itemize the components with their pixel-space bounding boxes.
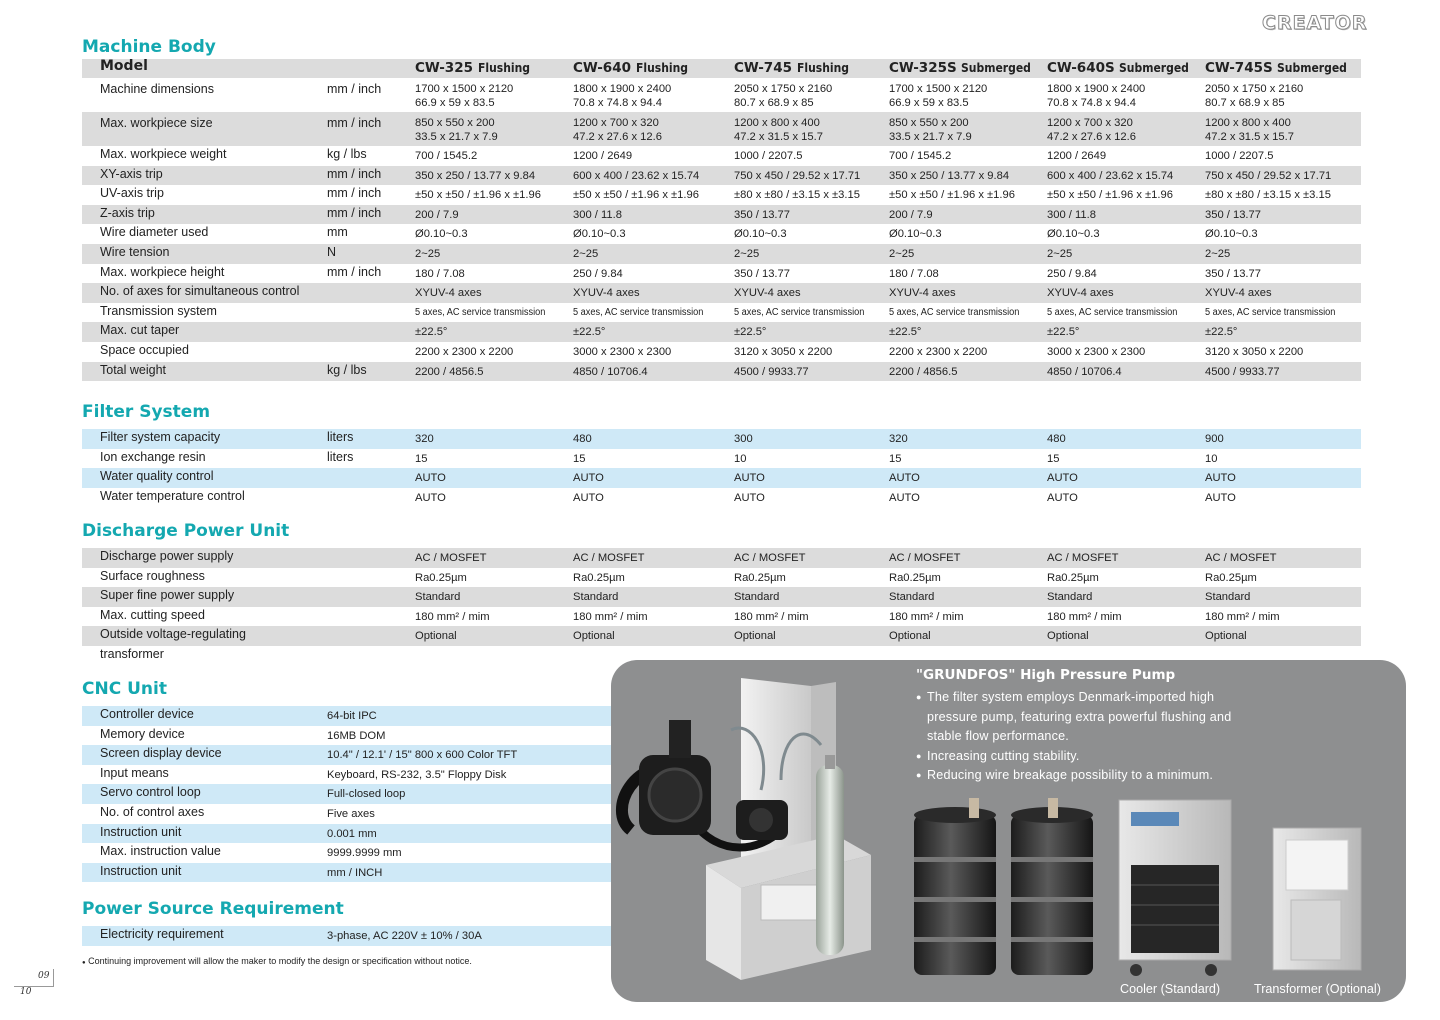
spec-value: 180 mm² / mim (1047, 610, 1122, 623)
spec-value: Standard (889, 591, 935, 604)
spec-value: Ra0.25µm (573, 571, 625, 584)
spec-unit: kg / lbs (327, 362, 367, 377)
spec-value: 5 axes, AC service transmission (734, 306, 865, 318)
filter-system-row (82, 488, 1361, 508)
spec-value: Optional (1047, 630, 1089, 643)
spec-value-line: 1700 x 1500 x 2120 (889, 83, 988, 95)
spec-label: Water temperature control (100, 488, 245, 503)
spec-value: Standard (734, 591, 780, 604)
spec-value: AUTO (1047, 472, 1078, 485)
spec-value: 320 (415, 433, 434, 445)
spec-label: Electricity requirement (100, 927, 224, 941)
filter-system-table (82, 429, 1361, 507)
spec-value: 250 / 9.84 (1047, 267, 1097, 280)
cnc-unit-row (82, 726, 612, 746)
spec-value-line: 1200 x 700 x 320 (573, 117, 659, 129)
spec-label: No. of control axes (100, 804, 205, 819)
spec-label: Machine dimensions (100, 82, 214, 96)
spec-value: AC / MOSFET (573, 552, 645, 564)
spec-value: 10 (734, 452, 747, 465)
spec-value: ±80 x ±80 / ±3.15 x ±3.15 (1205, 189, 1331, 202)
spec-value: AC / MOSFET (734, 552, 806, 564)
spec-unit: mm / inch (327, 264, 382, 279)
pump-panel-title: "GRUNDFOS" High Pressure Pump (916, 667, 1176, 683)
spec-value: 5 axes, AC service transmission (889, 306, 1020, 318)
spec-value (573, 82, 671, 110)
spec-value: Keyboard, RS-232, 3.5" Floppy Disk (327, 768, 507, 781)
spec-value: 600 x 400 / 23.62 x 15.74 (573, 169, 700, 182)
spec-value: Ø0.10~0.3 (734, 228, 787, 241)
spec-value: 15 (1047, 452, 1060, 465)
spec-value (1047, 116, 1136, 144)
spec-value: 2200 x 2300 x 2200 (889, 345, 988, 358)
page-number-10: 10 (20, 987, 32, 997)
spec-value: XYUV-4 axes (889, 287, 956, 300)
spec-value: 1200 / 2649 (1047, 150, 1107, 162)
spec-value-line: 1800 x 1900 x 2400 (573, 83, 672, 95)
power-source-row (82, 926, 612, 946)
spec-value: 350 / 13.77 (1205, 267, 1261, 280)
spec-label: XY-axis trip (100, 166, 163, 181)
spec-value: Standard (1205, 591, 1251, 604)
spec-value: 750 x 450 / 29.52 x 17.71 (734, 169, 861, 182)
spec-value: XYUV-4 axes (734, 287, 801, 300)
spec-value: 2~25 (573, 247, 599, 260)
spec-value-line: 70.8 x 74.8 x 94.4 (1047, 97, 1136, 109)
spec-value: 4850 / 10706.4 (1047, 365, 1122, 378)
spec-value: Optional (889, 630, 931, 643)
cnc-unit-row (82, 745, 612, 765)
spec-value: ±50 x ±50 / ±1.96 x ±1.96 (889, 189, 1015, 202)
spec-value: ±22.5° (573, 326, 606, 339)
spec-value-line: 47.2 x 31.5 x 15.7 (1205, 131, 1294, 143)
spec-value: 700 / 1545.2 (889, 150, 952, 162)
pump-bullet-list (916, 688, 1236, 786)
spec-value: 2~25 (1047, 247, 1073, 260)
filter-cartridge-image (1011, 798, 1093, 975)
spec-label: No. of axes for simultaneous control (100, 284, 300, 299)
spec-value: Optional (1205, 630, 1247, 643)
spec-unit: mm / inch (327, 166, 382, 181)
pump-bullet: ● The filter system employs Denmark-imported high pressure pump, featuring extra powerful flushing and stable flow performance. (916, 688, 1236, 747)
spec-value: 180 mm² / mim (1205, 610, 1280, 623)
power-source-table (82, 926, 612, 946)
spec-value-line: 47.2 x 27.6 x 12.6 (573, 131, 662, 143)
machine-body-row (82, 205, 1361, 225)
machine-body-table (82, 59, 1361, 381)
filter-system-row (82, 468, 1361, 488)
spec-value: 5 axes, AC service transmission (1205, 306, 1336, 318)
spec-value: ±50 x ±50 / ±1.96 x ±1.96 (1047, 189, 1173, 202)
spec-value: 5 axes, AC service transmission (415, 306, 546, 318)
spec-value: Ø0.10~0.3 (889, 228, 942, 241)
spec-value-line: 2050 x 1750 x 2160 (1205, 83, 1304, 95)
spec-value (1047, 82, 1145, 110)
spec-value: 250 / 9.84 (573, 267, 623, 280)
spec-value-line: 33.5 x 21.7 x 7.9 (415, 131, 498, 143)
spec-value: ±22.5° (415, 326, 448, 339)
spec-value: Optional (415, 630, 457, 643)
spec-value: 2200 x 2300 x 2200 (415, 345, 514, 358)
spec-value-line: 850 x 550 x 200 (889, 117, 969, 129)
spec-label: Screen display device (100, 746, 222, 761)
spec-value: 64-bit IPC (327, 710, 377, 722)
spec-value: 2~25 (889, 247, 915, 260)
cooler-caption: Cooler (Standard) (1120, 982, 1221, 996)
spec-value (415, 116, 498, 144)
spec-value: AUTO (889, 491, 920, 504)
spec-value: AUTO (573, 472, 604, 485)
machine-body-row (82, 185, 1361, 205)
spec-value: 180 mm² / mim (734, 610, 809, 623)
spec-value: ±80 x ±80 / ±3.15 x ±3.15 (734, 189, 860, 202)
cnc-unit-row (82, 804, 612, 824)
spec-value: 350 / 13.77 (734, 208, 790, 221)
pump-unit-image (622, 678, 871, 980)
spec-value: ±22.5° (1047, 326, 1080, 339)
spec-label: UV-axis trip (100, 186, 164, 201)
spec-label: Input means (100, 765, 169, 780)
machine-body-row (82, 303, 1361, 323)
spec-label: Max. workpiece height (100, 264, 225, 279)
model-header: CW-640 Flushing (573, 60, 688, 76)
spec-label: Max. cut taper (100, 323, 180, 338)
machine-body-row (82, 342, 1361, 362)
spec-value: Ra0.25µm (889, 571, 941, 584)
spec-value (734, 82, 832, 110)
spec-label: Z-axis trip (100, 205, 155, 220)
spec-label: Max. instruction value (100, 844, 221, 859)
spec-value: ±50 x ±50 / ±1.96 x ±1.96 (573, 189, 699, 202)
spec-label: Super fine power supply (100, 588, 235, 603)
machine-body-row (82, 166, 1361, 186)
spec-value-line: 80.7 x 68.9 x 85 (1205, 97, 1285, 109)
spec-value: Ra0.25µm (1205, 571, 1257, 584)
spec-value: 2~25 (734, 247, 760, 260)
spec-unit: mm (327, 225, 348, 240)
spec-value-line: 1200 x 700 x 320 (1047, 117, 1133, 129)
discharge-power-row (82, 626, 1361, 646)
spec-value: 180 mm² / mim (415, 610, 490, 623)
spec-label: Memory device (100, 726, 185, 741)
cnc-unit-row (82, 863, 612, 883)
cnc-unit-row (82, 706, 612, 726)
spec-unit: mm / inch (327, 116, 382, 130)
machine-body-row (82, 244, 1361, 264)
spec-value: 4500 / 9933.77 (734, 365, 809, 378)
spec-value: AC / MOSFET (1205, 552, 1277, 564)
machine-body-row (82, 224, 1361, 244)
spec-value: Ra0.25µm (734, 571, 786, 584)
spec-value: AUTO (1205, 472, 1236, 485)
spec-value: 1200 / 2649 (573, 150, 633, 162)
spec-label: Instruction unit (100, 863, 182, 878)
section-title-filter-system: Filter System (82, 402, 211, 422)
spec-value: Ra0.25µm (1047, 571, 1099, 584)
spec-label: Space occupied (100, 342, 189, 357)
discharge-power-table (82, 548, 1361, 666)
spec-value: AUTO (734, 491, 765, 504)
spec-unit: mm / inch (327, 205, 382, 220)
spec-value (415, 82, 513, 110)
spec-value: Standard (1047, 591, 1093, 604)
spec-value: Standard (415, 591, 461, 604)
spec-value: 2200 / 4856.5 (415, 365, 484, 378)
spec-value-line: 66.9 x 59 x 83.5 (889, 97, 969, 109)
spec-value: 750 x 450 / 29.52 x 17.71 (1205, 169, 1332, 182)
spec-value: Ø0.10~0.3 (415, 228, 468, 241)
section-title-discharge-power-unit: Discharge Power Unit (82, 521, 290, 541)
spec-value: ±22.5° (1205, 326, 1238, 339)
spec-value: 600 x 400 / 23.62 x 15.74 (1047, 169, 1174, 182)
machine-body-row (82, 78, 1361, 112)
discharge-power-row (82, 607, 1361, 627)
spec-value (889, 82, 987, 110)
filter-system-row (82, 429, 1361, 449)
spec-value (573, 116, 662, 144)
page-number-09: 09 (38, 971, 50, 981)
spec-label: Surface roughness (100, 568, 205, 583)
spec-value: AUTO (415, 472, 446, 485)
cooler-image (1119, 800, 1231, 976)
machine-body-row (82, 112, 1361, 146)
model-header: CW-640S Submerged (1047, 60, 1190, 76)
spec-label: Discharge power supply (100, 549, 234, 563)
spec-value: XYUV-4 axes (1047, 287, 1114, 300)
spec-value: AUTO (1047, 491, 1078, 504)
spec-unit: kg / lbs (327, 147, 367, 161)
spec-value-line: 1200 x 800 x 400 (734, 117, 820, 129)
model-header: CW-325S Submerged (889, 60, 1032, 76)
spec-label: Wire tension (100, 244, 170, 259)
section-title-machine-body: Machine Body (82, 37, 216, 57)
spec-value-line: 47.2 x 31.5 x 15.7 (734, 131, 823, 143)
spec-label: Outside voltage-regulating (100, 627, 246, 642)
spec-value: AUTO (734, 472, 765, 485)
spec-value: Ra0.25µm (415, 571, 467, 584)
spec-label: transformer (100, 646, 164, 661)
machine-body-row (82, 146, 1361, 166)
spec-value: AUTO (1205, 491, 1236, 504)
transformer-image (1273, 828, 1361, 970)
spec-value-line: 1200 x 800 x 400 (1205, 117, 1291, 129)
spec-value: 2200 / 4856.5 (889, 365, 958, 378)
spec-value-line: 2050 x 1750 x 2160 (734, 83, 833, 95)
spec-value: 15 (415, 452, 428, 465)
section-title-power-source: Power Source Requirement (82, 899, 344, 919)
spec-value: 3120 x 3050 x 2200 (1205, 345, 1304, 358)
spec-value: Ø0.10~0.3 (1047, 228, 1100, 241)
spec-unit: liters (327, 449, 354, 464)
spec-value: 16MB DOM (327, 729, 386, 742)
spec-value: 300 / 11.8 (573, 208, 622, 221)
model-header-label: Model (100, 58, 148, 74)
spec-value (1205, 116, 1294, 144)
spec-label: Servo control loop (100, 785, 201, 800)
spec-unit: N (327, 244, 337, 259)
cnc-unit-row (82, 824, 612, 844)
spec-label: Water quality control (100, 469, 214, 484)
spec-value: 300 / 11.8 (1047, 208, 1096, 221)
section-title-cnc-unit: CNC Unit (82, 679, 167, 699)
spec-value: 10 (1205, 452, 1218, 465)
spec-label: Max. workpiece size (100, 116, 213, 130)
spec-label: Max. cutting speed (100, 607, 205, 622)
spec-unit: mm / inch (327, 82, 382, 96)
spec-value: 480 (1047, 433, 1066, 445)
spec-value: 300 (734, 433, 753, 445)
machine-body-row (82, 322, 1361, 342)
spec-value: 5 axes, AC service transmission (1047, 306, 1178, 318)
model-header-row (82, 59, 1361, 78)
filter-cartridge-image (914, 798, 996, 975)
machine-body-row (82, 264, 1361, 284)
spec-value: 180 mm² / mim (889, 610, 964, 623)
spec-value-line: 80.7 x 68.9 x 85 (734, 97, 814, 109)
spec-value: 2~25 (1205, 247, 1231, 260)
spec-value: 15 (889, 452, 902, 465)
transformer-caption: Transformer (Optional) (1254, 982, 1381, 996)
pump-panel (611, 660, 1406, 1002)
discharge-power-row (82, 568, 1361, 588)
spec-value-line: 1700 x 1500 x 2120 (415, 83, 514, 95)
spec-value: 200 / 7.9 (415, 208, 459, 221)
machine-body-row (82, 362, 1361, 382)
footnote: ● Continuing improvement will allow the maker to modify the design or specification without notice. (82, 956, 472, 966)
spec-value: 180 / 7.08 (415, 267, 465, 280)
spec-label: Transmission system (100, 303, 217, 318)
spec-value: Optional (734, 630, 776, 643)
spec-label: Filter system capacity (100, 430, 221, 444)
spec-value: ±22.5° (889, 326, 922, 339)
spec-value: 3120 x 3050 x 2200 (734, 345, 833, 358)
model-header: CW-745S Submerged (1205, 60, 1348, 76)
spec-value: 180 / 7.08 (889, 267, 939, 280)
spec-value-line: 70.8 x 74.8 x 94.4 (573, 97, 662, 109)
spec-value (1205, 82, 1303, 110)
pump-bullet: ● Reducing wire breakage possibility to a minimum. (916, 766, 1236, 786)
spec-value: Optional (573, 630, 615, 643)
spec-label: Wire diameter used (100, 225, 209, 240)
spec-value: 320 (889, 433, 908, 445)
spec-value: Ø0.10~0.3 (1205, 228, 1258, 241)
spec-value: 480 (573, 433, 592, 445)
spec-value-line: 66.9 x 59 x 83.5 (415, 97, 495, 109)
spec-value: 350 / 13.77 (1205, 208, 1261, 221)
spec-value: 0.001 mm (327, 827, 377, 840)
spec-value: 1000 / 2207.5 (734, 150, 803, 162)
brand-logo: CREATOR (1262, 12, 1368, 34)
spec-value: XYUV-4 axes (415, 287, 482, 300)
spec-value: ±22.5° (734, 326, 767, 339)
spec-value: Ø0.10~0.3 (573, 228, 626, 241)
spec-value (889, 116, 972, 144)
spec-value: AUTO (573, 491, 604, 504)
spec-value: XYUV-4 axes (573, 287, 640, 300)
spec-value-line: 47.2 x 27.6 x 12.6 (1047, 131, 1136, 143)
spec-value: 4850 / 10706.4 (573, 365, 648, 378)
spec-value: 1000 / 2207.5 (1205, 150, 1274, 162)
spec-value: 3000 x 2300 x 2300 (1047, 345, 1146, 358)
spec-value: Five axes (327, 807, 375, 820)
spec-value: 700 / 1545.2 (415, 150, 478, 162)
spec-value: AUTO (889, 472, 920, 485)
spec-value: 350 / 13.77 (734, 267, 790, 280)
cnc-unit-row (82, 843, 612, 863)
spec-value: 15 (573, 452, 586, 465)
spec-value: 900 (1205, 433, 1224, 445)
spec-value: AUTO (415, 491, 446, 504)
discharge-power-row (82, 587, 1361, 607)
spec-value: mm / INCH (327, 866, 383, 879)
spec-value: 9999.9999 mm (327, 847, 402, 860)
spec-value: 180 mm² / mim (573, 610, 648, 623)
discharge-power-row (82, 548, 1361, 568)
model-header: CW-745 Flushing (734, 60, 849, 76)
spec-unit: liters (327, 430, 354, 444)
spec-value: 350 x 250 / 13.77 x 9.84 (889, 169, 1010, 182)
cnc-unit-row (82, 765, 612, 785)
spec-value: ±50 x ±50 / ±1.96 x ±1.96 (415, 189, 541, 202)
spec-value: 3-phase, AC 220V ± 10% / 30A (327, 930, 482, 942)
spec-unit: mm / inch (327, 186, 382, 201)
spec-value: 200 / 7.9 (889, 208, 933, 221)
spec-label: Controller device (100, 707, 194, 721)
pump-bullet: ● Increasing cutting stability. (916, 747, 1236, 767)
machine-body-row (82, 283, 1361, 303)
model-header: CW-325 Flushing (415, 60, 530, 76)
spec-label: Max. workpiece weight (100, 147, 227, 161)
spec-value: 10.4" / 12.1' / 15" 800 x 600 Color TFT (327, 749, 518, 762)
spec-value-line: 1800 x 1900 x 2400 (1047, 83, 1146, 95)
spec-value-line: 33.5 x 21.7 x 7.9 (889, 131, 972, 143)
spec-value: Full-closed loop (327, 788, 406, 801)
spec-value: 5 axes, AC service transmission (573, 306, 704, 318)
cnc-unit-table (82, 706, 612, 882)
spec-label: Instruction unit (100, 824, 182, 839)
spec-value: 2~25 (415, 247, 441, 260)
spec-value: AC / MOSFET (415, 552, 487, 564)
filter-system-row (82, 449, 1361, 469)
spec-value: AC / MOSFET (1047, 552, 1119, 564)
spec-value: AC / MOSFET (889, 552, 961, 564)
spec-value: 350 x 250 / 13.77 x 9.84 (415, 169, 536, 182)
spec-value: 4500 / 9933.77 (1205, 365, 1280, 378)
spec-value: 3000 x 2300 x 2300 (573, 345, 672, 358)
spec-value: XYUV-4 axes (1205, 287, 1272, 300)
spec-value: Standard (573, 591, 619, 604)
spec-label: Total weight (100, 362, 167, 377)
spec-value (734, 116, 823, 144)
spec-label: Ion exchange resin (100, 449, 206, 464)
cnc-unit-row (82, 784, 612, 804)
spec-value-line: 850 x 550 x 200 (415, 117, 495, 129)
